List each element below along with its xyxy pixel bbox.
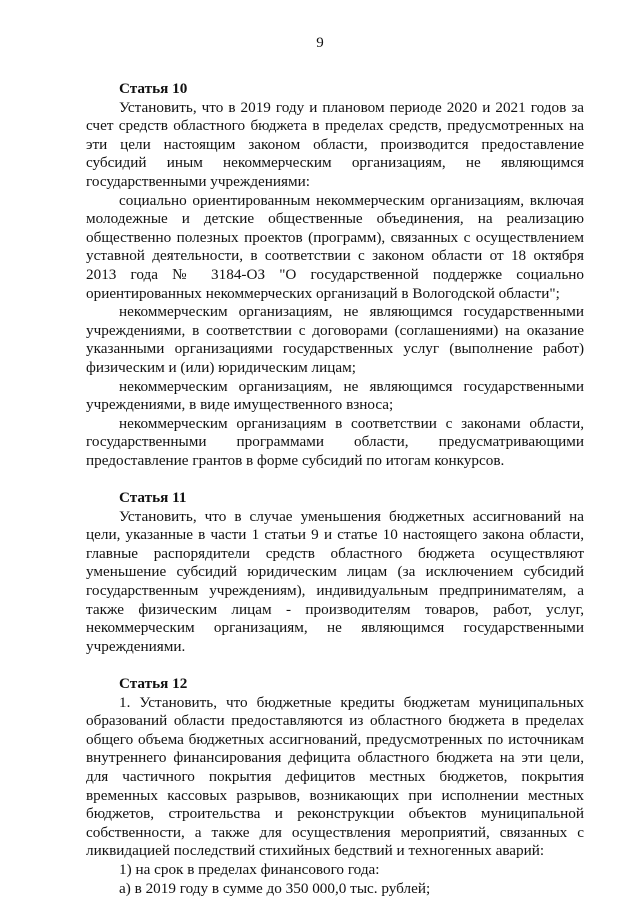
article-10 — [86, 80, 584, 470]
article-paragraph: некоммерческим организациям, не являющимся государственными учреждениями, в соответствии с договорами (соглашениями) на оказание указанными организациями государственных услуг (выполнение работ) физическим и (или) юридическим лицам; — [86, 303, 584, 376]
article-list-item: а) в 2019 году в сумме до 350 000,0 тыс. рублей; — [119, 879, 431, 897]
article-title: Статья 10 — [119, 80, 188, 97]
article-paragraph: Установить, что в 2019 году и плановом периоде 2020 и 2021 годов за счет средств областного бюджета в пределах средств, предусмотренных на эти цели настоящим законом области, производится предоставление субсидий иным некоммерческим организациям, не являющимся государственными учреждениями: — [86, 98, 584, 190]
page-number: 9 — [316, 35, 324, 51]
article-paragraph: некоммерческим организациям в соответствии с законами области, государственными программами области, предусматривающими предоставление грантов в форме субсидий по итогам конкурсов. — [86, 414, 584, 469]
article-title: Статья 12 — [119, 675, 188, 692]
article-11 — [86, 489, 584, 656]
article-list-item: 1) на срок в пределах финансового года: — [119, 860, 380, 878]
article-paragraph: 1. Установить, что бюджетные кредиты бюджетам муниципальных образований области предоставляются из областного бюджета в пределах общего объема бюджетных ассигнований, предусмотренных по источникам внутреннего финансирования дефицита областного бюджета на эти цели, для частичного покрытия дефицитов местных бюджетов, покрытия временных кассовых разрывов, возникающих при исполнении местных бюджетов, строительства и реконструкции объектов муниципальной собственности, а также для осуществления мероприятий, связанных с ликвидацией последствий стихийных бедствий и техногенных аварий: — [86, 693, 584, 860]
article-paragraph: некоммерческим организациям, не являющимся государственными учреждениями, в виде имущественного взноса; — [86, 377, 584, 414]
article-paragraph: Установить, что в случае уменьшения бюджетных ассигнований на цели, указанные в части 1 статьи 9 и статье 10 настоящего закона области, главные распорядители средств областного бюджета осуществляют уменьшение субсидий юридическим лицам (за исключением субсидий государственным учреждениям), индивидуальным предпринимателям, а также физическим лицам - производителям товаров, работ, услуг, некоммерческим организациям, не являющимся государственными учреждениями. — [86, 507, 584, 655]
article-12 — [86, 675, 584, 898]
article-paragraph: социально ориентированным некоммерческим организациям, включая молодежные и детские общественные объединения, на реализацию общественно полезных проектов (программ), связанных с осуществлением уставной деятельности, в соответствии с законом области от 18 октября 2013 года № 3184-ОЗ "О государственной поддержке социально ориентированных некоммерческих организаций в Вологодской области"; — [86, 191, 584, 302]
document-body — [86, 80, 584, 917]
article-title: Статья 11 — [119, 489, 187, 507]
